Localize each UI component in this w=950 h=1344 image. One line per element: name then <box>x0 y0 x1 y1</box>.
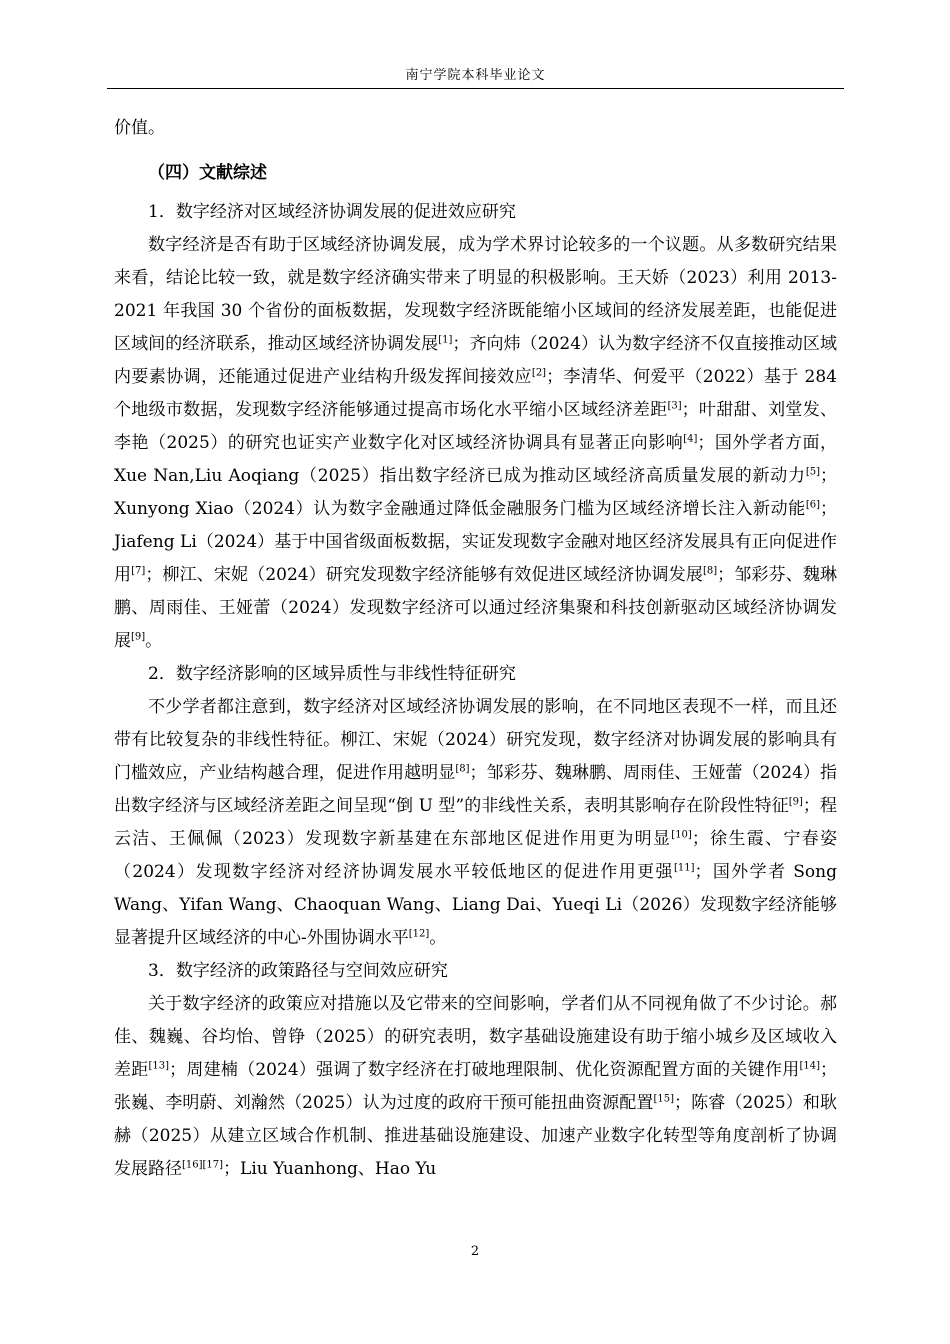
text-run: ；周建楠（2024）强调了数字经济在打破地理限制、优化资源配置方面的关键作用 <box>169 1060 800 1080</box>
text-run: ；叶甜甜、刘堂发、李艳（2025）的研究也证实产业数字化对区域经济协调具有显著正向影响 <box>114 400 838 453</box>
text-run: ；邹彩芬、魏琳鹏、周雨佳、王娅蕾（2024）发现数字经济可以通过经济集聚和科技创新驱动区域经济协调发展 <box>114 565 838 651</box>
text-run: ；Liu Yuanhong、Hao Yu <box>223 1159 437 1179</box>
paragraph-3 <box>114 988 837 1186</box>
text-run: ；国外学者方面，Xue Nan,Liu Aoqiang（2025）指出数字经济已成为推动区域经济高质量发展的新动力 <box>114 433 838 486</box>
citation-marker: [9] <box>788 796 803 808</box>
citation-marker: [8] <box>703 565 718 577</box>
subsection-title-3: 3．数字经济的政策路径与空间效应研究 <box>148 961 448 981</box>
citation-marker: [6] <box>805 499 820 511</box>
text-run: 。 <box>429 928 447 948</box>
page-body <box>114 112 837 1186</box>
text-run: 。 <box>145 631 163 651</box>
citation-marker: [10] <box>671 829 692 841</box>
citation-marker: [2] <box>531 367 547 379</box>
text-run: 数字经济是否有助于区域经济协调发展，成为学术界讨论较多的一个议题。从多数研究结果来看，结论比较一致，就是数字经济确实带来了明显的积极影响。王天娇（2023）利用 2013-2021 年我国 30 个省份的面板数据，发现数字经济既能缩小区域间的经济发展差距，也能促进区域间的经济联系，推动区域经济协调发展 <box>114 235 837 354</box>
citation-marker: [11] <box>673 862 695 874</box>
citation-marker: [13] <box>148 1060 170 1072</box>
citation-marker: [16][17] <box>182 1159 224 1171</box>
text-run: ；柳江、宋妮（2024）研究发现数字经济能够有效促进区域经济协调发展 <box>145 565 703 585</box>
citation-marker: [4] <box>683 433 698 445</box>
text-run: ；邹彩芬、魏琳鹏、周雨佳、王娅蕾（2024）指出数字经济与区域经济差距之间呈现“倒 U 型”的非线性关系，表明其影响存在阶段性特征 <box>114 763 838 816</box>
text-run: ；李清华、何爱平（2022）基于 284 个地级市数据，发现数字经济能够通过提高市场化水平缩小区域经济差距 <box>114 367 837 420</box>
text-run: ；Jiafeng Li（2024）基于中国省级面板数据，实证发现数字金融对地区经济发展具有正向促进作用 <box>114 499 837 585</box>
page-number: 2 <box>470 1244 480 1259</box>
page-header <box>107 66 844 89</box>
section-heading: （四）文献综述 <box>148 163 267 183</box>
citation-marker: [15] <box>653 1093 674 1105</box>
citation-marker: [12] <box>408 928 430 940</box>
text-run: 关于数字经济的政策应对措施以及它带来的空间影响，学者们从不同视角做了不少讨论。郝佳、魏巍、谷均怡、曾铮（2025）的研究表明，数字基础设施建设有助于缩小城乡及区域收入差距 <box>114 994 837 1080</box>
text-run: ；国外学者 Song Wang、Yifan Wang、Chaoquan Wang、Liang Dai、Yueqi Li（2026）发现数字经济能够显著提升区域经济的中心-外围协调水平 <box>114 862 837 948</box>
citation-marker: [14] <box>799 1060 821 1072</box>
citation-marker: [8] <box>455 763 470 775</box>
citation-marker: [7] <box>131 565 146 577</box>
continuation-text: 价值。 <box>114 118 165 138</box>
text-run: 不少学者都注意到，数字经济对区域经济协调发展的影响，在不同地区表现不一样，而且还带有比较复杂的非线性特征。柳江、宋妮（2024）研究发现，数字经济对协调发展的影响具有门槛效应，产业结构越合理，促进作用越明显 <box>114 697 837 783</box>
text-run: ；程云洁、王佩佩（2023）发现数字新基建在东部地区促进作用更为明显 <box>114 796 838 849</box>
citation-marker: [9] <box>131 631 146 643</box>
text-run: ；陈睿（2025）和耿赫（2025）从建立区域合作机制、推进基础设施建设、加速产业数字化转型等角度剖析了协调发展路径 <box>114 1093 838 1179</box>
citation-marker: [3] <box>667 400 682 412</box>
text-run: ；张巍、李明蔚、刘瀚然（2025）认为过度的政府干预可能扭曲资源配置 <box>114 1060 838 1113</box>
citation-marker: [5] <box>805 466 820 478</box>
paragraph-1 <box>114 229 837 658</box>
paragraph-2 <box>114 691 837 955</box>
header-title: 南宁学院本科毕业论文 <box>405 68 546 83</box>
text-run: ；齐向炜（2024）认为数字经济不仅直接推动区域内要素协调，还能通过促进产业结构升级发挥间接效应 <box>114 334 837 387</box>
subsection-title-2: 2．数字经济影响的区域异质性与非线性特征研究 <box>148 664 516 684</box>
page-footer <box>0 1244 950 1259</box>
text-run: ；Xunyong Xiao（2024）认为数字金融通过降低金融服务门槛为区域经济增长注入新动能 <box>114 466 837 519</box>
text-run: ；徐生霞、宁春姿（2024）发现数字经济对经济协调发展水平较低地区的促进作用更强 <box>114 829 838 882</box>
subsection-title-1: 1．数字经济对区域经济协调发展的促进效应研究 <box>148 202 516 222</box>
citation-marker: [1] <box>438 334 453 346</box>
